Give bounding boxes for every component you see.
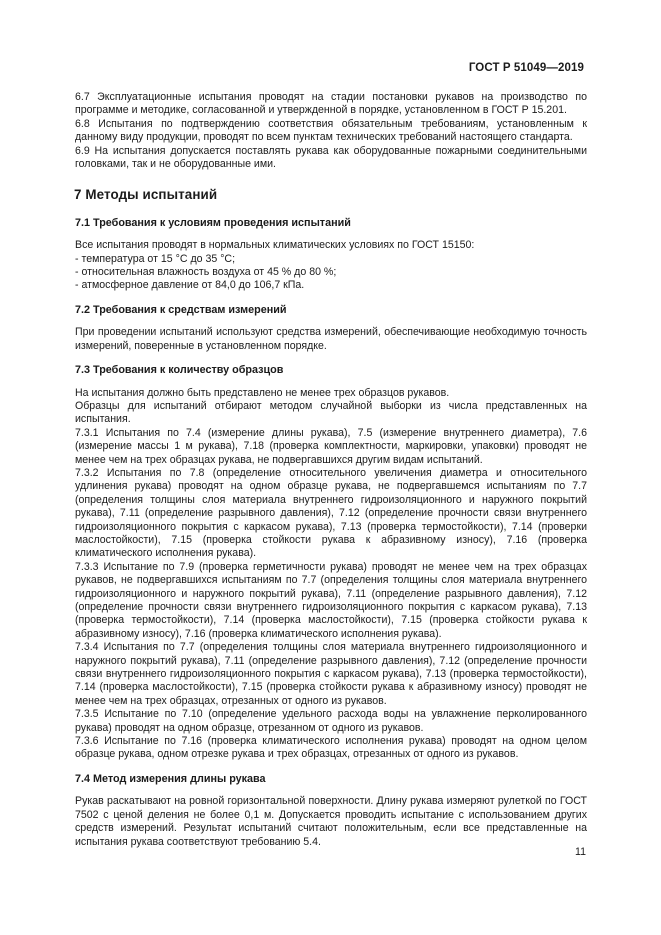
paragraph-7-4: Рукав раскатывают на ровной горизонтальной поверхности. Длину рукава измеряют рулеткой по ГОСТ 7502 с ценой деления не более 0,1 м. Допускается проводить испытание с использованием других средств измерений. Результат испытаний считают положительным, если все представленные на испытания рукава соответствуют требованию 5.4. <box>75 795 587 848</box>
subsection-7-3-title: 7.3 Требования к количеству образцов <box>75 364 284 377</box>
paragraph-7-1-lead: Все испытания проводят в нормальных климатических условиях по ГОСТ 15150: <box>75 239 475 252</box>
paragraph-7-3-5-item: 7.3.5 Испытание по 7.10 (определение удельного расхода воды на увлажнение перколированного рукава) проводят на одном образце, отрезанном от одного из рукавов. <box>75 708 587 734</box>
list-item-humidity: - относительная влажность воздуха от 45 % до 80 %; <box>75 266 337 279</box>
list-item-pressure: - атмосферное давление от 84,0 до 106,7 кПа. <box>75 279 305 292</box>
page-number: 11 <box>575 846 586 858</box>
paragraph-7-3-2: Образцы для испытаний отбирают методом случайной выборки из числа представленных на испытания. <box>75 399 587 426</box>
subsection-7-2-title: 7.2 Требования к средствам измерений <box>75 303 287 316</box>
document-code-header: ГОСТ Р 51049—2019 <box>468 62 584 74</box>
paragraph-7-3-1-item: 7.3.1 Испытания по 7.4 (измерение длины рукава), 7.5 (измерение внутреннего диаметра), 7.6 (измерение массы 1 м рукава), 7.18 (проверка комплектности, маркировки, упаковки) проводят не менее чем на трех образцах рукава, не подвергавшихся другим видам испытаний. <box>75 426 587 466</box>
list-item-temperature: - температура от 15 °C до 35 °C; <box>75 252 236 265</box>
subsection-7-1-title: 7.1 Требования к условиям проведения испытаний <box>75 216 351 229</box>
paragraph-6-7: 6.7 Эксплуатационные испытания проводят на стадии постановки рукавов на производство по программе и методике, согласованной и утвержденной в порядке, установленном в ГОСТ Р 15.201. <box>75 91 587 117</box>
paragraph-7-3-2-item: 7.3.2 Испытания по 7.8 (определение относительного увеличения диаметра и относительного удлинения рукава) проводят на одном образце рукава, не подвергавшемся испытаниям по 7.7 (определения толщины слоя материала внутреннего гидроизоляционного и наружного покрытий рукава), 7.11 (определение разрывного давления), 7.12 (определение прочности связи внутреннего гидроизоляционного покрытия с каркасом рукава), 7.13 (проверка термостойкости), 7.14 (проверки маслостойкости), 7.15 (проверка стойкости рукава к абразивному износу), 7.16 (проверка климатического исполнения рукава). <box>75 466 587 560</box>
paragraph-7-3-6-item: 7.3.6 Испытание по 7.16 (проверка климатического исполнения рукава) проводят на одном целом образце рукава, одном отрезке рукава и трех образцах, отрезанных от одного из рукавов. <box>75 735 587 761</box>
paragraph-7-3-4-item: 7.3.4 Испытания по 7.7 (определения толщины слоя материала внутреннего гидроизоляционного и наружного покрытий рукава), 7.11 (определение разрывного давления), 7.12 (определение прочности связи внутреннего гидроизоляционного покрытия с каркасом рукава), 7.13 (проверка термостойкости), 7.14 (проверка маслостойкости), 7.15 (проверка стойкости рукава к абразивному износу) проводят не менее чем на трех образцах, отрезанных от одного из рукавов. <box>75 641 587 707</box>
paragraph-7-2: При проведении испытаний используют средства измерений, обеспечивающие необходимую точность измерений, поверенные в установленном порядке. <box>75 326 587 352</box>
paragraph-7-3-3-item: 7.3.3 Испытание по 7.9 (проверка герметичности рукава) проводят не менее чем на трех образцах рукавов, не подвергавшихся испытаниям по 7.7 (определения толщины слоя материала внутреннего гидроизоляционного и наружного покрытий рукава), 7.11 (определение разрывного давления), 7.12 (определение прочности связи внутреннего гидроизоляционного покрытия с каркасом рукава), 7.13 (проверка термостойкости), 7.14 (проверка маслостойкости), 7.15 (проверка стойкости рукава к абразивному износу), 7.16 (проверка климатического исполнения рукава). <box>75 560 587 640</box>
paragraph-7-3-1: На испытания должно быть представлено не менее трех образцов рукавов. <box>75 386 450 399</box>
paragraph-6-9: 6.9 На испытания допускается поставлять рукава как оборудованные пожарными соединительными головками, так и не оборудованные ими. <box>75 144 587 171</box>
subsection-7-4-title: 7.4 Метод измерения длины рукава <box>75 772 266 785</box>
paragraph-6-8: 6.8 Испытания по подтверждению соответствия обязательным требованиям, установленным к данному виду продукции, проводят по всем пунктам технических требований настоящего стандарта. <box>75 117 587 144</box>
section-7-title: 7 Методы испытаний <box>74 187 218 203</box>
page-body <box>75 91 587 849</box>
